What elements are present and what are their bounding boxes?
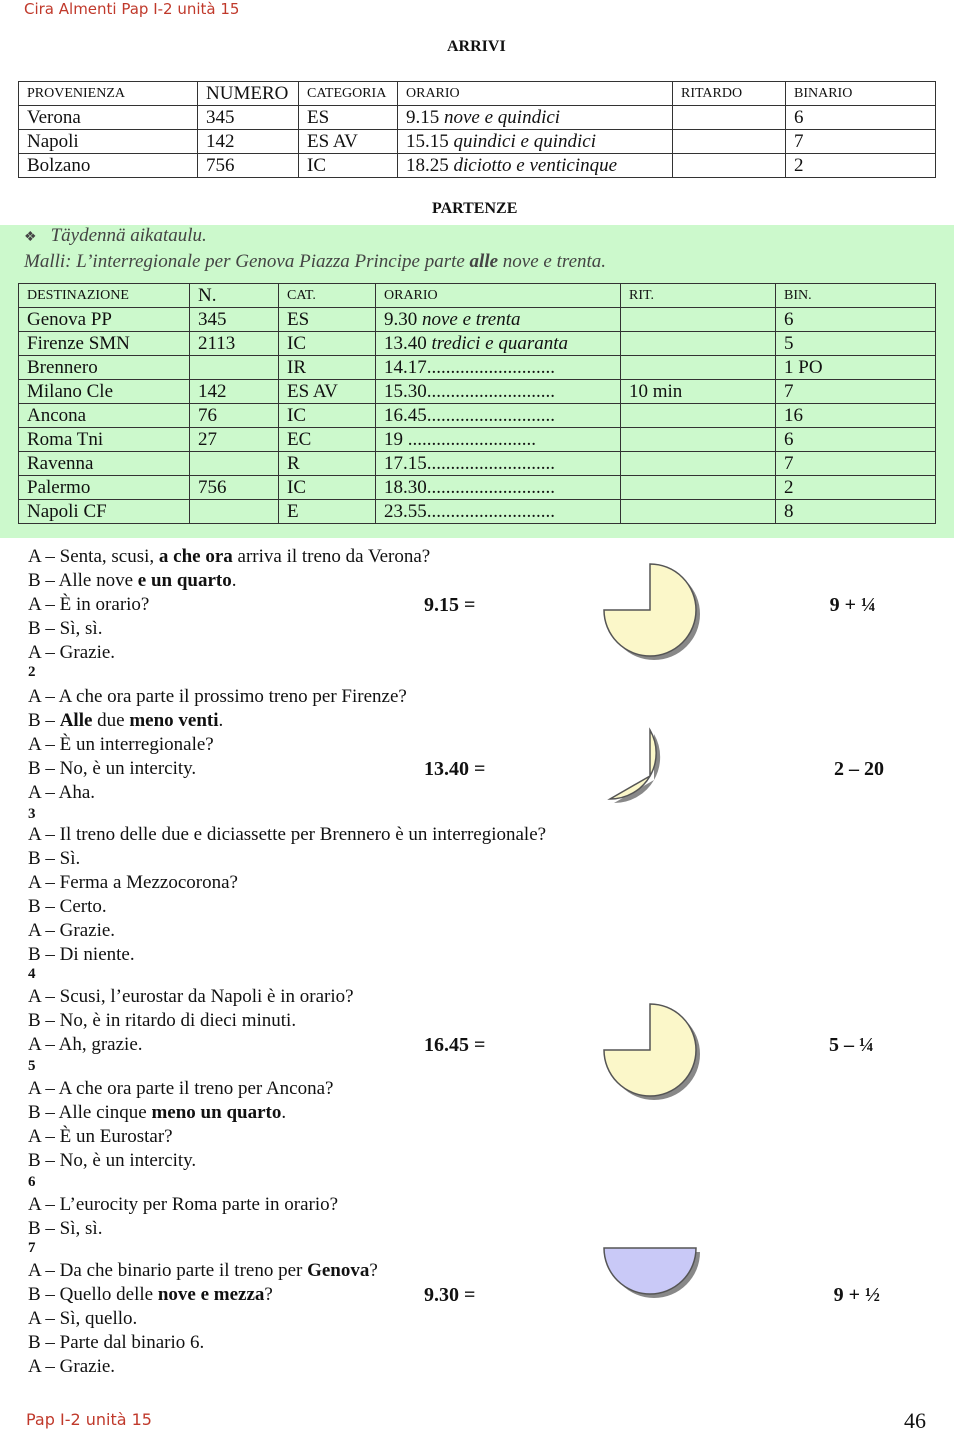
cell: IC <box>279 476 376 500</box>
dialog-line <box>28 757 196 781</box>
dialog-line <box>28 1283 273 1307</box>
dialog-line <box>28 1259 378 1283</box>
col-numero: NUMERO <box>198 82 299 106</box>
dialog-text: B – Di niente. <box>28 944 135 965</box>
dialog-line <box>28 1217 102 1241</box>
dialog-text: . <box>218 710 224 731</box>
instruction-block <box>24 224 606 274</box>
dialog-text: B – No, è in ritardo di dieci minuti. <box>28 1010 297 1031</box>
calc-left: 16.45 = <box>424 1034 486 1056</box>
dialog-line <box>28 1077 333 1101</box>
page-number: 46 <box>904 1408 926 1433</box>
dialog-line <box>28 871 238 895</box>
cell: 142 <box>198 130 299 154</box>
cell: Milano Cle <box>19 380 190 404</box>
page-footer: Pap I-2 unità 15 <box>26 1410 152 1429</box>
cell: IR <box>279 356 376 380</box>
dialog-bold: Genova <box>307 1260 370 1281</box>
section-number: 2 <box>28 664 36 680</box>
cell: ES AV <box>279 380 376 404</box>
cell <box>621 428 776 452</box>
cell: Firenze SMN <box>19 332 190 356</box>
cell <box>376 452 621 476</box>
dialog-line <box>28 781 95 805</box>
dialog-text: B – <box>28 710 60 731</box>
partenze-body <box>19 308 936 524</box>
col-ritardo: RITARDO <box>673 82 786 106</box>
dialog-bold: nove e mezza <box>157 1284 265 1305</box>
cell <box>190 356 279 380</box>
time: 18.30........................... <box>384 477 555 498</box>
dialog-line <box>28 985 354 1009</box>
time-words: diciotto e venticinque <box>453 155 618 176</box>
cell <box>376 500 621 524</box>
three-quarter-clock-icon <box>600 1000 710 1100</box>
cell: 2113 <box>190 332 279 356</box>
dialog-text: A – Da che binario parte il treno per <box>28 1260 308 1281</box>
dialog-text: A – A che ora parte il treno per Ancona? <box>28 1078 334 1099</box>
time-words: quindici e quindici <box>453 131 596 152</box>
cell: Napoli <box>19 130 198 154</box>
dialog-bold: Alle <box>59 710 93 731</box>
dialog-text: due <box>92 710 130 731</box>
cell: 345 <box>190 308 279 332</box>
dialog-line <box>28 1125 173 1149</box>
cell <box>673 106 786 130</box>
dialog-text: B – Certo. <box>28 896 107 917</box>
dialog-text: A – Ah, grazie. <box>28 1034 143 1055</box>
col-cat: CAT. <box>279 284 376 308</box>
dialog-line <box>28 823 546 847</box>
col-orario: ORARIO <box>376 284 621 308</box>
table-row <box>19 476 936 500</box>
dialog-text: A – L’eurocity per Roma parte in orario? <box>28 1194 339 1215</box>
time: 16.45........................... <box>384 405 555 426</box>
dialog-text: A – È un interregionale? <box>28 734 214 755</box>
cell: Ancona <box>19 404 190 428</box>
cell <box>376 356 621 380</box>
time-words: nove e trenta <box>422 309 521 330</box>
cell <box>376 332 621 356</box>
section-number: 5 <box>28 1058 36 1074</box>
calc-right: 5 – ¼ <box>829 1034 874 1056</box>
cell: Verona <box>19 106 198 130</box>
dialog-line <box>28 569 237 593</box>
dialog-text: A – Grazie. <box>28 1356 116 1377</box>
cell: E <box>279 500 376 524</box>
dialog-line <box>28 847 80 871</box>
dialog-bold: meno un quarto <box>151 1102 282 1123</box>
dialog-line <box>28 641 115 665</box>
table-row <box>19 106 936 130</box>
col-orario: ORARIO <box>398 82 673 106</box>
dialog-line <box>28 919 115 943</box>
dialog-text: ? <box>369 1260 378 1281</box>
example-suffix: nove e trenta. <box>498 251 607 272</box>
time: 9.30 <box>384 309 422 330</box>
two-thirds-clock-icon <box>600 726 710 826</box>
cell <box>376 476 621 500</box>
dialog-text: B – Sì, sì. <box>28 1218 103 1239</box>
calc-right: 9 + ½ <box>833 1284 880 1306</box>
cell: 2 <box>786 154 936 178</box>
dialog-line <box>28 1193 338 1217</box>
example-line <box>24 250 606 274</box>
dialog-text: A – Grazie. <box>28 920 116 941</box>
calc-left: 9.30 = <box>424 1284 476 1306</box>
dialog-text: B – Parte dal binario 6. <box>28 1332 205 1353</box>
cell: 8 <box>776 500 936 524</box>
dialog-text: A – Sì, quello. <box>28 1308 138 1329</box>
time: 13.40 <box>384 333 432 354</box>
example-prefix: Malli: L’interregionale per Genova Piazza Principe parte <box>24 251 470 272</box>
dialog-text: A – È un Eurostar? <box>28 1126 173 1147</box>
cell <box>190 500 279 524</box>
dialog-line <box>28 1033 143 1057</box>
dialog-line <box>28 733 214 757</box>
dialog-line <box>28 1101 286 1125</box>
cell: ES AV <box>299 130 398 154</box>
cell <box>621 476 776 500</box>
section-number: 6 <box>28 1174 36 1190</box>
dialog-text: B – Alle nove <box>28 570 138 591</box>
cell: 6 <box>776 308 936 332</box>
calc-left: 9.15 = <box>424 594 476 616</box>
cell <box>621 308 776 332</box>
cell: IC <box>279 332 376 356</box>
cell: ES <box>299 106 398 130</box>
dialog-text: A – Senta, scusi, <box>28 546 159 567</box>
cell: Bolzano <box>19 154 198 178</box>
cell <box>621 332 776 356</box>
time: 14.17........................... <box>384 357 555 378</box>
cell <box>376 404 621 428</box>
cell: 756 <box>198 154 299 178</box>
dialog-text: A – Scusi, l’eurostar da Napoli è in orario? <box>28 986 354 1007</box>
cell: Napoli CF <box>19 500 190 524</box>
cell: 6 <box>786 106 936 130</box>
calc-left: 13.40 = <box>424 758 486 780</box>
dialog-line <box>28 593 149 617</box>
arrivi-title: ARRIVI <box>447 38 506 55</box>
cell <box>621 452 776 476</box>
dialog-bold: a che ora <box>158 546 233 567</box>
section-number: 4 <box>28 966 36 982</box>
table-row <box>19 308 936 332</box>
table-row <box>19 356 936 380</box>
col-n: N. <box>190 284 279 308</box>
table-row <box>19 154 936 178</box>
dialog-line <box>28 895 107 919</box>
time: 9.15 <box>406 107 444 128</box>
time: 15.15 <box>406 131 454 152</box>
time: 19 ........................... <box>384 429 536 450</box>
cell <box>673 154 786 178</box>
dialog-text: . <box>281 1102 287 1123</box>
time-words: tredici e quaranta <box>431 333 568 354</box>
dialog-line <box>28 1307 137 1331</box>
dialog-bold: e un quarto <box>137 570 232 591</box>
cell: Palermo <box>19 476 190 500</box>
cell: 27 <box>190 428 279 452</box>
cell <box>398 130 673 154</box>
dialog-text: . <box>231 570 237 591</box>
cell <box>673 130 786 154</box>
dialog-text: A – A che ora parte il prossimo treno per Firenze? <box>28 686 407 707</box>
time-words: nove e quindici <box>444 107 561 128</box>
dialog-line <box>28 617 102 641</box>
col-destinazione: DESTINAZIONE <box>19 284 190 308</box>
dialog-line <box>28 1331 204 1355</box>
col-bin: BIN. <box>776 284 936 308</box>
example-bold: alle <box>469 251 499 272</box>
dialog-line <box>28 709 223 733</box>
cell: 6 <box>776 428 936 452</box>
cell <box>376 308 621 332</box>
dialog-text: B – Sì. <box>28 848 81 869</box>
col-categoria: CATEGORIA <box>299 82 398 106</box>
cell: 1 PO <box>776 356 936 380</box>
table-row <box>19 332 936 356</box>
page-header: Cira Almenti Pap I-2 unità 15 <box>24 0 240 18</box>
col-rit: RIT. <box>621 284 776 308</box>
dialog-text: arriva il treno da Verona? <box>232 546 431 567</box>
cell: Ravenna <box>19 452 190 476</box>
partenze-table <box>18 283 936 524</box>
calc-right: 2 – 20 <box>834 758 884 780</box>
cell: Roma Tni <box>19 428 190 452</box>
cell: 16 <box>776 404 936 428</box>
time: 17.15........................... <box>384 453 555 474</box>
cell <box>621 356 776 380</box>
cell: 345 <box>198 106 299 130</box>
cell: EC <box>279 428 376 452</box>
instruction-text: Täydennä aikataulu. <box>50 225 207 246</box>
half-clock-icon <box>600 1244 710 1314</box>
dialog-text: A – Ferma a Mezzocorona? <box>28 872 238 893</box>
dialog-text: B – Sì, sì. <box>28 618 103 639</box>
calc-right: 9 + ¼ <box>829 594 876 616</box>
cell <box>621 404 776 428</box>
dialog-text: A – È in orario? <box>28 594 150 615</box>
cell: 756 <box>190 476 279 500</box>
cell <box>398 106 673 130</box>
arrivi-table <box>18 81 936 178</box>
cell <box>376 380 621 404</box>
cell <box>190 452 279 476</box>
table-row <box>19 428 936 452</box>
dialog-line <box>28 545 430 569</box>
table-row <box>19 380 936 404</box>
dialog-text: B – Alle cinque <box>28 1102 152 1123</box>
table-row <box>19 452 936 476</box>
quarter-clock-icon <box>600 560 710 660</box>
partenze-title: PARTENZE <box>432 200 518 217</box>
table-row <box>19 404 936 428</box>
cell: 5 <box>776 332 936 356</box>
cell: 142 <box>190 380 279 404</box>
cell: Brennero <box>19 356 190 380</box>
cell: 7 <box>776 452 936 476</box>
table-row <box>19 500 936 524</box>
cell: 76 <box>190 404 279 428</box>
dialog-bold: meno venti <box>129 710 219 731</box>
cell <box>398 154 673 178</box>
dialog-text: B – No, è un intercity. <box>28 1150 197 1171</box>
section-number: 3 <box>28 806 36 822</box>
cell: 10 min <box>621 380 776 404</box>
diamond-bullet-icon: ❖ <box>24 230 37 245</box>
dialog-line <box>28 1149 196 1173</box>
col-binario: BINARIO <box>786 82 936 106</box>
cell <box>376 428 621 452</box>
cell <box>621 500 776 524</box>
dialog-line <box>28 685 407 709</box>
dialog-line <box>28 1009 296 1033</box>
col-provenienza: PROVENIENZA <box>19 82 198 106</box>
dialog-text: A – Il treno delle due e diciassette per Brennero è un interregionale? <box>28 824 547 845</box>
cell: 7 <box>776 380 936 404</box>
cell: ES <box>279 308 376 332</box>
dialog-text: A – Aha. <box>28 782 96 803</box>
dialog-text: A – Grazie. <box>28 642 116 663</box>
cell: 7 <box>786 130 936 154</box>
cell: R <box>279 452 376 476</box>
dialog-text: B – No, è un intercity. <box>28 758 197 779</box>
cell: IC <box>299 154 398 178</box>
instruction-line <box>24 224 606 250</box>
table-row <box>19 130 936 154</box>
cell: 2 <box>776 476 936 500</box>
time: 23.55........................... <box>384 501 555 522</box>
dialog-line <box>28 1355 115 1379</box>
time: 18.25 <box>406 155 454 176</box>
cell: Genova PP <box>19 308 190 332</box>
dialog-text: B – Quello delle <box>28 1284 158 1305</box>
dialog-text: ? <box>264 1284 273 1305</box>
section-number: 7 <box>28 1240 36 1256</box>
dialog-line <box>28 943 135 967</box>
time: 15.30........................... <box>384 381 555 402</box>
cell: IC <box>279 404 376 428</box>
